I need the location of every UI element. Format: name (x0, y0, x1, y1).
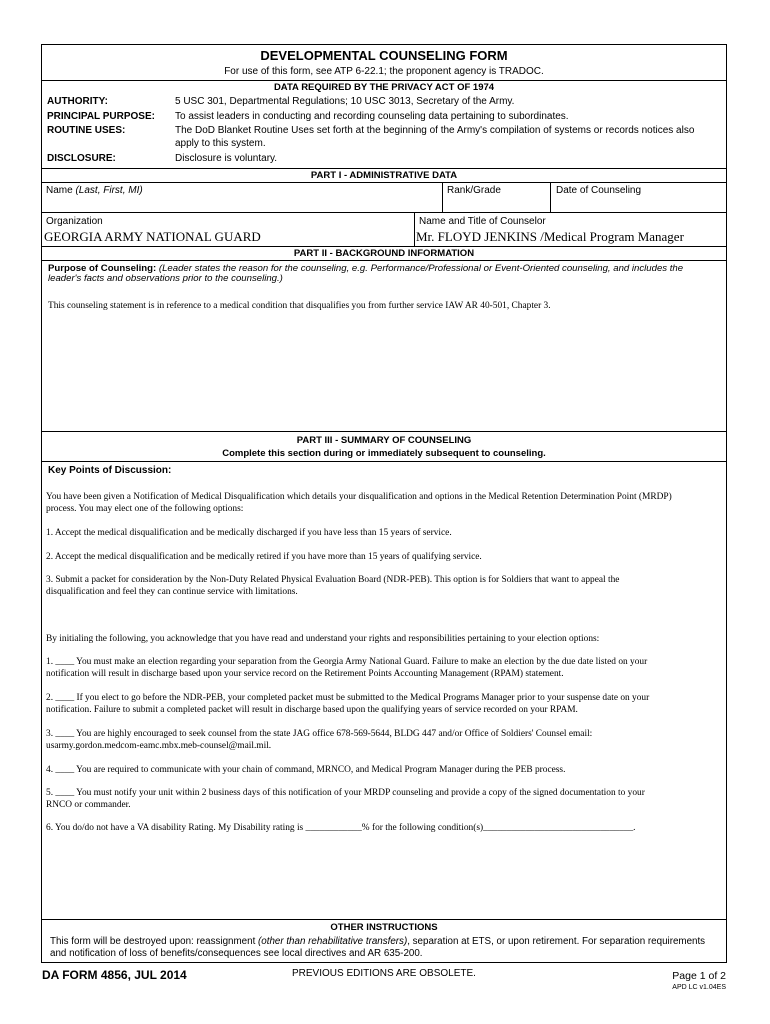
other-instructions-text (50, 936, 724, 960)
text-line: usarmy.gordon.medcom-eamc.mbx.meb-counsel@mail.mil. (46, 741, 272, 751)
text-line: notification will result in discharge based upon your service record on the Retirement Points Accounting Management (RPAM) statement. (46, 669, 564, 679)
text-line: , separation at ETS, or upon retirement. For separation requirements (407, 936, 706, 947)
divider (41, 461, 727, 462)
initial-item-5[interactable] (46, 787, 722, 811)
purpose-of-counseling-label: Purpose of Counseling: (48, 263, 157, 274)
text-line: (other than rehabilitative transfers) (258, 936, 408, 947)
initial-item-2[interactable] (46, 692, 722, 716)
divider (41, 212, 727, 213)
form-version: APD LC v1.04ES (672, 984, 726, 991)
organization-label: Organization (46, 216, 103, 227)
divider (41, 168, 727, 169)
divider (41, 919, 727, 920)
page-number: Page 1 of 2 (672, 970, 726, 982)
name-hint: (Last, First, MI) (75, 185, 143, 196)
form-title: DEVELOPMENTAL COUNSELING FORM (260, 48, 508, 63)
counseling-statement[interactable]: This counseling statement is in reference to a medical condition that disqualifies you from further service IAW AR 40-501, Chapter 3. (48, 301, 551, 311)
option-1[interactable]: 1. Accept the medical disqualification and be medically discharged if you have less than 15 years of service. (46, 528, 452, 538)
text-line: disqualification and feel they can continue service with limitations. (46, 587, 298, 597)
counselor-field[interactable]: Mr. FLOYD JENKINS /Medical Program Manager (416, 229, 684, 244)
part3-subheader: Complete this section during or immediately subsequent to counseling. (222, 448, 546, 459)
rank-grade-field[interactable]: Rank/Grade (447, 185, 501, 196)
text-line: 5. ____ You must notify your unit within 2 business days of this notification of your MRDP counseling and provide a copy of the signed documentation to your (46, 788, 645, 798)
initial-item-3[interactable] (46, 728, 722, 752)
text-line: 3. ____ You are highly encouraged to seek counsel from the state JAG office 678-569-5644, BLDG 447 and/or Office of Soldiers' Counsel email: (46, 729, 593, 739)
divider (41, 431, 727, 432)
text-line: 1. ____ You must make an election regarding your separation from the Georgia Army National Guard. Failure to make an election by the due date listed on your (46, 657, 648, 667)
routine-text-1: The DoD Blanket Routine Uses set forth at the beginning of the Army's compilation of systems or records notices also (175, 125, 695, 136)
text-line (50, 936, 724, 948)
key-points-label: Key Points of Discussion: (48, 465, 172, 476)
part2-header: PART II - BACKGROUND INFORMATION (293, 248, 475, 259)
organization-field[interactable]: GEORGIA ARMY NATIONAL GUARD (44, 229, 261, 244)
authority-label: AUTHORITY: (47, 96, 108, 107)
obsolete-notice: PREVIOUS EDITIONS ARE OBSOLETE. (292, 968, 476, 979)
other-instructions-header: OTHER INSTRUCTIONS (330, 922, 438, 933)
divider (41, 80, 727, 81)
purpose-text: To assist leaders in conducting and recording counseling data pertaining to subordinates. (175, 111, 569, 122)
text-line: 2. ____ If you elect to go before the NDR-PEB, your completed packet must be submitted to the Medical Programs Manager prior to your suspense date on your (46, 693, 650, 703)
divider (550, 182, 551, 212)
name-field[interactable] (46, 185, 143, 196)
text-line: and notification of loss of benefits/consequences see local directives and AR 635-200. (50, 948, 423, 959)
purpose-of-counseling (48, 264, 720, 284)
purpose-hint-1: (Leader states the reason for the counseling, e.g. Performance/Professional or Event-Oriented counseling, and includes the (158, 263, 684, 274)
disclosure-text: Disclosure is voluntary. (175, 153, 278, 164)
purpose-hint-2: leader's facts and observations prior to the counseling.) (48, 273, 283, 284)
part3-header: PART III - SUMMARY OF COUNSELING (296, 435, 472, 446)
divider (41, 260, 727, 261)
divider (41, 182, 727, 183)
divider (414, 212, 415, 246)
privacy-header: DATA REQUIRED BY THE PRIVACY ACT OF 1974 (273, 82, 495, 93)
option-2[interactable]: 2. Accept the medical disqualification and be medically retired if you have more than 15 years of qualifying service. (46, 552, 482, 562)
initial-item-4[interactable]: 4. ____ You are required to communicate with your chain of command, MRNCO, and Medical Program Manager during the PEB process. (46, 765, 566, 775)
acknowledgement-intro[interactable]: By initialing the following, you acknowledge that you have read and understand your rights and responsibilities pertaining to your election options: (46, 634, 600, 644)
divider (41, 246, 727, 247)
form-subtitle: For use of this form, see ATP 6-22.1; the proponent agency is TRADOC. (224, 66, 544, 77)
name-label: Name (46, 185, 73, 196)
form-id: DA FORM 4856, JUL 2014 (42, 968, 187, 982)
counselor-label: Name and Title of Counselor (419, 216, 546, 227)
key-point-intro[interactable] (46, 491, 722, 515)
text-line: process. You may elect one of the following options: (46, 504, 244, 514)
divider (442, 182, 443, 212)
part1-header: PART I - ADMINISTRATIVE DATA (310, 170, 458, 181)
purpose-label: PRINCIPAL PURPOSE: (47, 111, 155, 122)
text-line: You have been given a Notification of Medical Disqualification which details your disqualification and options in the Medical Retention Determination Point (MRDP) (46, 492, 672, 502)
text-line: 3. Submit a packet for consideration by the Non-Duty Related Physical Evaluation Board (NDR-PEB). This option is for Soldiers that want to appeal the (46, 575, 620, 585)
text-line: This form will be destroyed upon: reassignment (50, 936, 259, 947)
date-of-counseling-field[interactable]: Date of Counseling (556, 185, 642, 196)
authority-text: 5 USC 301, Departmental Regulations; 10 USC 3013, Secretary of the Army. (175, 96, 515, 107)
routine-label: ROUTINE USES: (47, 125, 126, 136)
text-line: RNCO or commander. (46, 800, 131, 810)
disclosure-label: DISCLOSURE: (47, 153, 116, 164)
initial-item-1[interactable] (46, 656, 722, 680)
text-line: notification. Failure to submit a completed packet will result in discharge based upon the qualifying years of service recorded on your RPAM. (46, 705, 578, 715)
option-3[interactable] (46, 574, 722, 598)
routine-text-2: apply to this system. (175, 138, 266, 149)
disability-rating[interactable]: 6. You do/do not have a VA disability Rating. My Disability rating is ____________% for the following condition(s)________________________________. (46, 823, 636, 833)
